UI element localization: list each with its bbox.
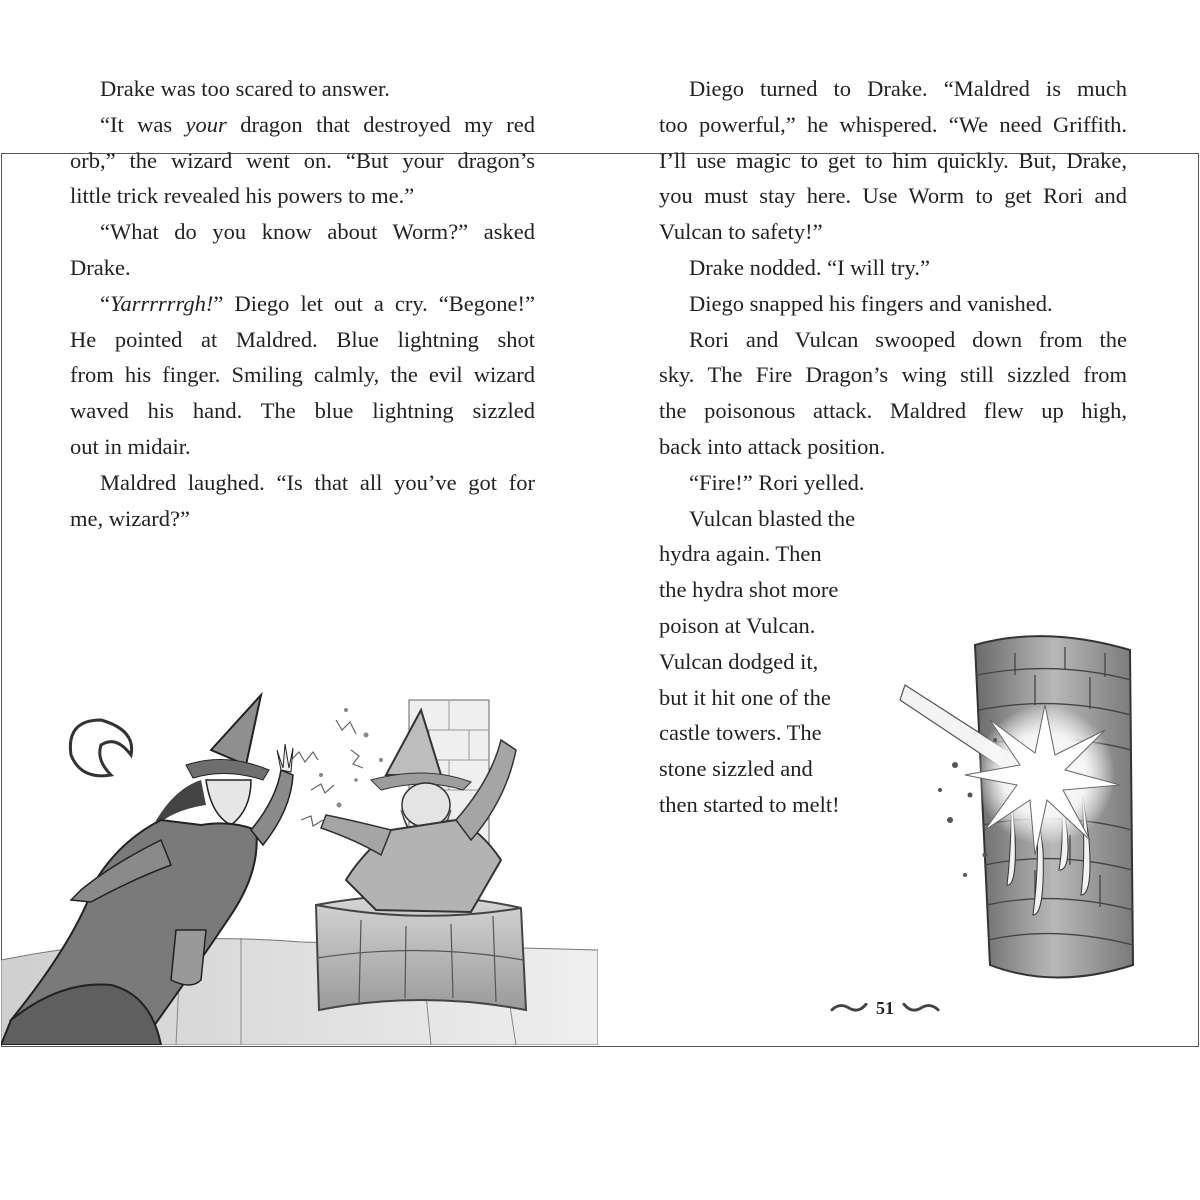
text-line: Rori and Vulcan swooped down from the bbox=[689, 326, 1127, 352]
text-line: but it hit one of the bbox=[659, 684, 831, 710]
text-line: “Fire!” Rori yelled. bbox=[689, 469, 865, 495]
text-line: “Yarrrrrrgh!” Diego let out a cry. “Begone!” bbox=[100, 290, 535, 316]
text-line: back into attack position. bbox=[659, 433, 886, 459]
text-line: Drake. bbox=[70, 254, 131, 280]
left-swash-ornament bbox=[830, 1000, 868, 1016]
text-line: out in midair. bbox=[70, 433, 191, 459]
text-line: you must stay here. Use Worm to get Rori and bbox=[659, 183, 1127, 209]
text-line: orb,” the wizard went on. “But your dragon’s bbox=[70, 147, 535, 173]
text-line: hydra again. Then bbox=[659, 541, 822, 567]
text-line: Diego snapped his fingers and vanished. bbox=[689, 290, 1053, 316]
text-line: “What do you know about Worm?” asked bbox=[100, 219, 535, 245]
text-line: from his finger. Smiling calmly, the evil wizard bbox=[70, 362, 535, 388]
text-line: Vulcan blasted the bbox=[689, 505, 856, 531]
text-line: me, wizard?” bbox=[70, 505, 190, 531]
text-line: poison at Vulcan. bbox=[659, 612, 816, 638]
text-line: Drake nodded. “I will try.” bbox=[689, 254, 930, 280]
text-line: the poisonous attack. Maldred flew up high, bbox=[659, 398, 1127, 424]
text-line: He pointed at Maldred. Blue lightning shot bbox=[70, 326, 535, 352]
text-line: Vulcan dodged it, bbox=[659, 648, 819, 674]
text-line: I’ll use magic to get to him quickly. But, Drake, bbox=[659, 147, 1127, 173]
text-line: little trick revealed his powers to me.” bbox=[70, 183, 415, 209]
left-page-text bbox=[70, 71, 535, 536]
text-line: too powerful,” he whispered. “We need Griffith. bbox=[659, 111, 1127, 137]
text-line: waved his hand. The blue lightning sizzled bbox=[70, 398, 535, 424]
text-line: Maldred laughed. “Is that all you’ve got for bbox=[100, 469, 535, 495]
wizards-duel-illustration bbox=[1, 680, 598, 1045]
text-line: sky. The Fire Dragon’s wing still sizzled from bbox=[659, 362, 1127, 388]
text-line: stone sizzled and bbox=[659, 756, 813, 782]
text-line: castle towers. The bbox=[659, 720, 822, 746]
text-line: then started to melt! bbox=[659, 791, 840, 817]
text-line: the hydra shot more bbox=[659, 577, 839, 603]
page-number bbox=[830, 993, 940, 1023]
melting-tower-illustration bbox=[895, 625, 1145, 990]
right-swash-ornament bbox=[902, 1000, 940, 1016]
page-number-label: 51 bbox=[876, 997, 894, 1018]
text-line: “It was your dragon that destroyed my red bbox=[100, 111, 535, 137]
text-line: Vulcan to safety!” bbox=[659, 219, 823, 245]
text-line: Diego turned to Drake. “Maldred is much bbox=[689, 76, 1127, 101]
text-line: Drake was too scared to answer. bbox=[100, 76, 390, 101]
